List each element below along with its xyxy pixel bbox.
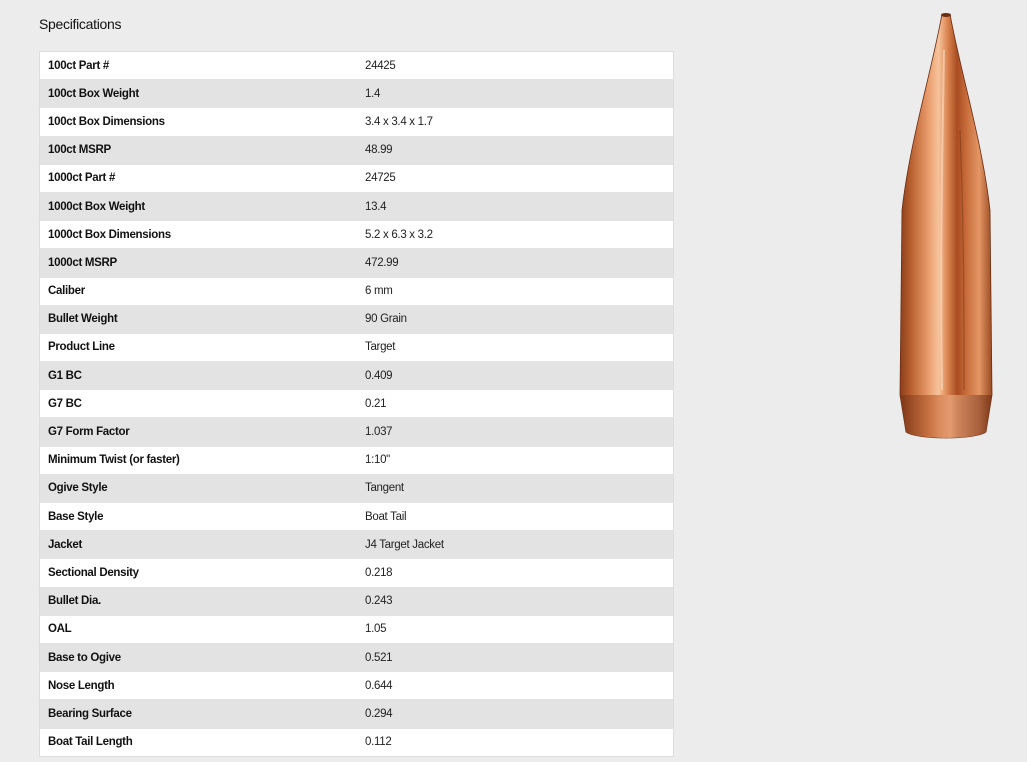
spec-row [40,80,674,108]
spec-row [40,390,674,418]
spec-row [40,503,674,531]
spec-row [40,52,674,80]
spec-row [40,333,674,361]
spec-value: 472.99 [357,249,674,277]
spec-row [40,192,674,220]
spec-label: OAL [40,615,358,643]
spec-value: 6 mm [357,277,674,305]
spec-value: 1.4 [357,80,674,108]
spec-row [40,277,674,305]
spec-value: 1.05 [357,615,674,643]
spec-label: Boat Tail Length [40,728,358,756]
spec-value: Boat Tail [357,503,674,531]
spec-row [40,672,674,700]
spec-value: 0.112 [357,728,674,756]
specifications-table-body [40,52,674,757]
spec-label: Bearing Surface [40,700,358,728]
spec-label: 100ct Box Dimensions [40,108,358,136]
spec-row [40,362,674,390]
spec-row [40,643,674,671]
spec-label: Product Line [40,333,358,361]
spec-row [40,164,674,192]
spec-row [40,531,674,559]
bullet-image [886,10,1006,446]
spec-row [40,587,674,615]
spec-value: 90 Grain [357,305,674,333]
spec-label: G1 BC [40,362,358,390]
spec-label: Jacket [40,531,358,559]
spec-value: 3.4 x 3.4 x 1.7 [357,108,674,136]
spec-row [40,615,674,643]
spec-value: 0.644 [357,672,674,700]
spec-label: Nose Length [40,672,358,700]
spec-label: Base to Ogive [40,643,358,671]
spec-value: 24725 [357,164,674,192]
spec-value: 0.243 [357,587,674,615]
spec-row [40,249,674,277]
spec-label: Ogive Style [40,474,358,502]
spec-row [40,474,674,502]
specifications-table [39,51,674,757]
spec-row [40,108,674,136]
section-title: Specifications [39,16,122,32]
spec-row [40,700,674,728]
spec-label: Caliber [40,277,358,305]
spec-value: 48.99 [357,136,674,164]
spec-row [40,136,674,164]
spec-label: 100ct Part # [48,59,109,72]
spec-label: Sectional Density [40,559,358,587]
spec-value: 0.521 [357,643,674,671]
spec-label: 100ct Box Weight [40,80,358,108]
spec-value: 0.409 [357,362,674,390]
spec-value: 1:10" [357,446,674,474]
spec-value: Target [357,333,674,361]
spec-row [40,728,674,756]
spec-row [40,446,674,474]
spec-label: 100ct MSRP [40,136,358,164]
spec-label: Minimum Twist (or faster) [40,446,358,474]
spec-value: 0.294 [357,700,674,728]
spec-label: 1000ct MSRP [40,249,358,277]
spec-row [40,305,674,333]
spec-value: Tangent [357,474,674,502]
spec-label: Bullet Dia. [40,587,358,615]
spec-value: 13.4 [357,192,674,220]
spec-label: Bullet Weight [40,305,358,333]
spec-value: 5.2 x 6.3 x 3.2 [357,221,674,249]
spec-label: G7 Form Factor [40,418,358,446]
spec-row [40,559,674,587]
spec-label: 1000ct Box Dimensions [40,221,358,249]
spec-row [40,221,674,249]
spec-value: 0.21 [357,390,674,418]
spec-label: 1000ct Part # [40,164,358,192]
spec-value: J4 Target Jacket [357,531,674,559]
spec-label: G7 BC [40,390,358,418]
spec-value: 24425 [365,59,396,72]
spec-row [40,418,674,446]
spec-value: 1.037 [357,418,674,446]
spec-label: 1000ct Box Weight [40,192,358,220]
spec-label: Base Style [40,503,358,531]
spec-value: 0.218 [357,559,674,587]
